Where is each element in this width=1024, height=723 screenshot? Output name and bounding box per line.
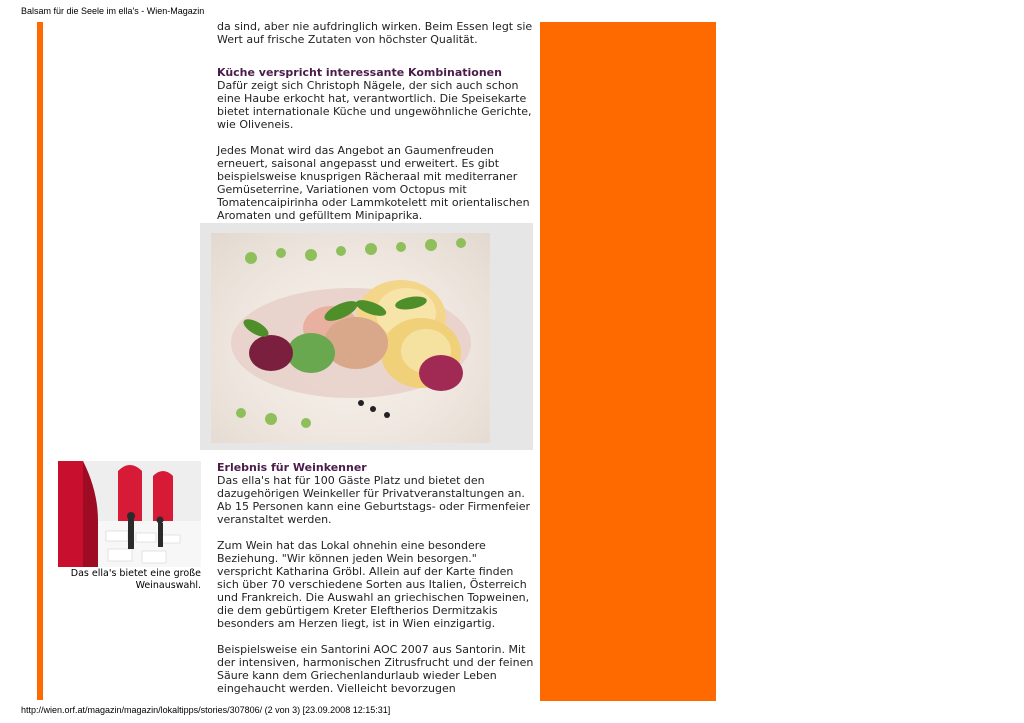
print-header-title: Balsam für die Seele im ella's - Wien-Magazin [21, 6, 205, 16]
section-kueche [217, 66, 535, 222]
right-orange-panel [540, 22, 716, 701]
section-wein [217, 461, 535, 695]
section-heading-kueche: Küche verspricht interessante Kombinationen [217, 66, 502, 79]
kueche-paragraph-2: Jedes Monat wird das Angebot an Gaumenfreuden erneuert, saisonal angepasst und erweitert. Es gibt beispielsweise knusprigen Rächeraal mit mediterraner Gemüseterrine, Variationen vom Octopus mit Tomatencaipirinha oder Lammkotelett mit orientalischen Aromaten und gefülltem Minipaprika. [217, 144, 530, 222]
wein-paragraph-1: Das ella's hat für 100 Gäste Platz und bietet den dazugehörigen Weinkeller für Privatveranstaltungen an. Ab 15 Personen kann eine Geburtstags- oder Firmenfeier veranstaltet werden. [217, 474, 531, 526]
restaurant-photo-caption: Das ella's bietet eine große Weinauswahl. [70, 568, 201, 591]
wein-paragraph-2: Zum Wein hat das Lokal ohnehin eine besondere Beziehung. "Wir können jeden Wein besorgen." verspricht Katharina Gröbl. Allein auf der Karte finden sich über 70 verschiedene Sorten aus Italien, Österreich und Frankreich. Die Auswahl an griechischen Topweinen, die dem gebürtigem Kreter Eleftherios Dermitzakis besonders am Herzen liegt, ist in Wien einzigartig. [217, 539, 530, 630]
article-intro [217, 20, 535, 46]
kueche-paragraph-1: Dafür zeigt sich Christoph Nägele, der sich auch schon eine Haube erkocht hat, verantwortlich. Die Speisekarte bietet internationale Küche und ungewöhnliche Gerichte, wie Oliveneis. [217, 79, 532, 131]
restaurant-interior-illustration [58, 461, 201, 567]
wein-paragraph-3: Beispielsweise ein Santorini AOC 2007 aus Santorin. Mit der intensiven, harmonischen Zitrusfrucht und der feinen Säure kann dem Griechenlandurlaub wieder Leben eingehaucht werden. Vielleicht bevorzugen [217, 643, 534, 695]
intro-paragraph: da sind, aber nie aufdringlich wirken. Beim Essen legt sie Wert auf frische Zutaten von höchster Qualität. [217, 20, 533, 46]
left-orange-bar [37, 22, 43, 700]
restaurant-interior-photo [58, 461, 201, 567]
print-footer-url: http://wien.orf.at/magazin/magazin/lokaltipps/stories/307806/ (2 von 3) [23.09.2008 12:15:31] [21, 705, 391, 715]
food-photo [211, 233, 490, 443]
section-heading-wein: Erlebnis für Weinkenner [217, 461, 367, 474]
food-photo-frame [200, 223, 533, 450]
food-plate-illustration [211, 233, 490, 443]
